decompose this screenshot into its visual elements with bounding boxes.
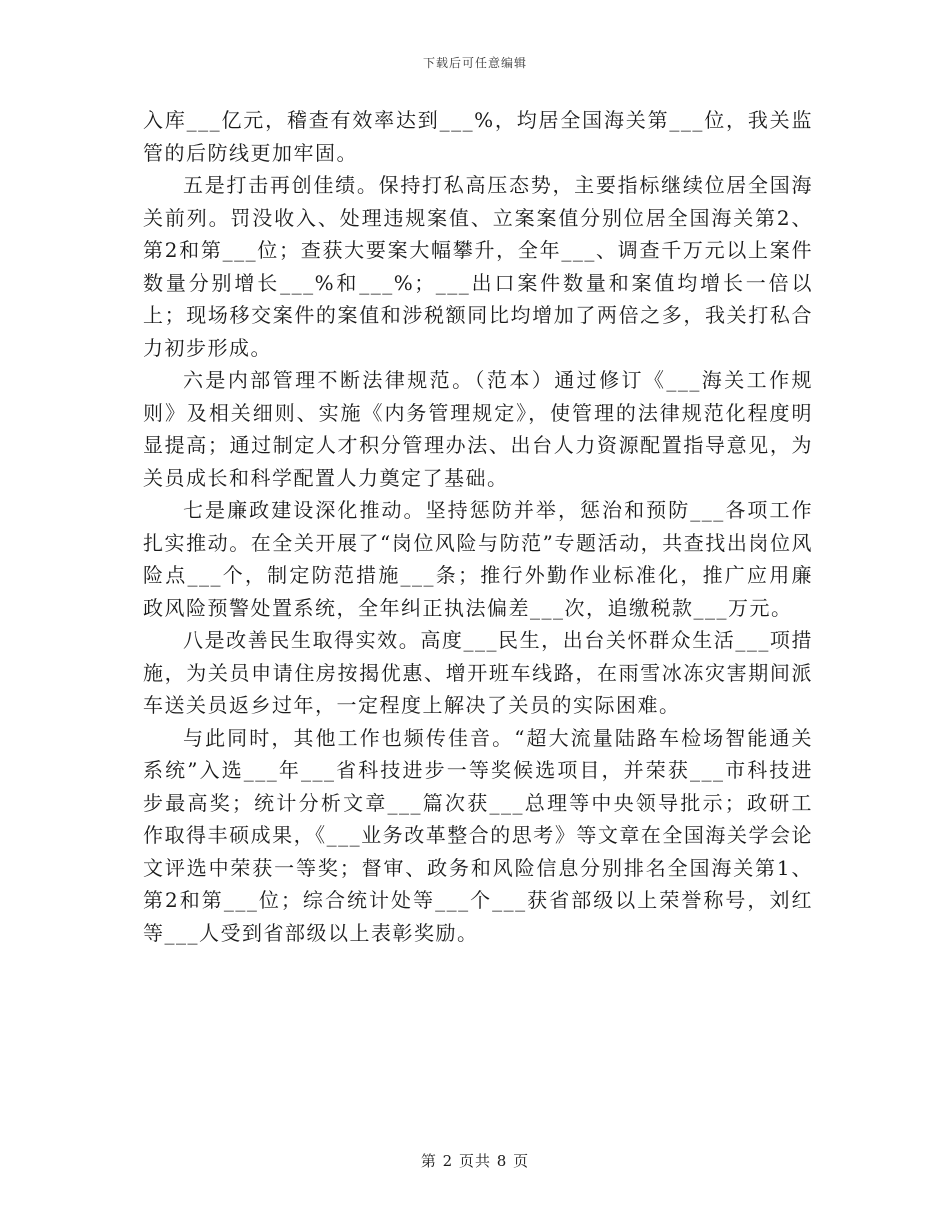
paragraph-2: 五是打击再创佳绩。保持打私高压态势，主要指标继续位居全国海关前列。罚没收入、处理违规案值、立案案值分别位居全国海关第2、第2和第___位；查获大要案大幅攀升，全年___、调查千万元以上案件数量分别增长___%和___%；___出口案件数量和案值均增长一倍以上；现场移交案件的案值和涉税额同比均增加了两倍之多，我关打私合力初步形成。 [143, 173, 813, 360]
paragraph-1: 入库___亿元，稽查有效率达到___%，均居全国海关第___位，我关监管的后防线更加牢固。 [143, 108, 813, 165]
page-number: 第 2 页共 8 页 [420, 1152, 530, 1170]
page-header-note: 下载后可任意编辑 [422, 56, 527, 70]
paragraph-6: 与此同时，其他工作也频传佳音。“超大流量陆路车检场智能通关系统”入选___年___省科技进步一等奖候选项目，并荣获___市科技进步最高奖；统计分析文章___篇次获___总理等中央领导批示；政研工作取得丰硕成果，《___业务改革整合的思考》等文章在全国海关学会论文评选中荣获一等奖；督审、政务和风险信息分别排名全国海关第1、第2和第___位；综合统计处等___个___获省部级以上荣誉称号，刘红等___人受到省部级以上表彰奖励。 [143, 725, 813, 945]
paragraph-4: 七是廉政建设深化推动。坚持惩防并举，惩治和预防___各项工作扎实推动。在全关开展了“岗位风险与防范”专题活动，共查找出岗位风险点___个，制定防范措施___条；推行外勤作业标准化，推广应用廉政风险预警处置系统，全年纠正执法偏差___次，追缴税款___万元。 [143, 498, 813, 620]
document-body [143, 104, 813, 949]
paragraph-3: 六是内部管理不断法律规范。（范本）通过修订《___海关工作规则》及相关细则、实施《内务管理规定》，使管理的法律规范化程度明显提高；通过制定人才积分管理办法、出台人力资源配置指导意见，为关员成长和科学配置人力奠定了基础。 [143, 368, 813, 490]
paragraph-5: 八是改善民生取得实效。高度___民生，出台关怀群众生活___项措施，为关员申请住房按揭优惠、增开班车线路，在雨雪冰冻灾害期间派车送关员返乡过年，一定程度上解决了关员的实际困难。 [143, 628, 813, 717]
